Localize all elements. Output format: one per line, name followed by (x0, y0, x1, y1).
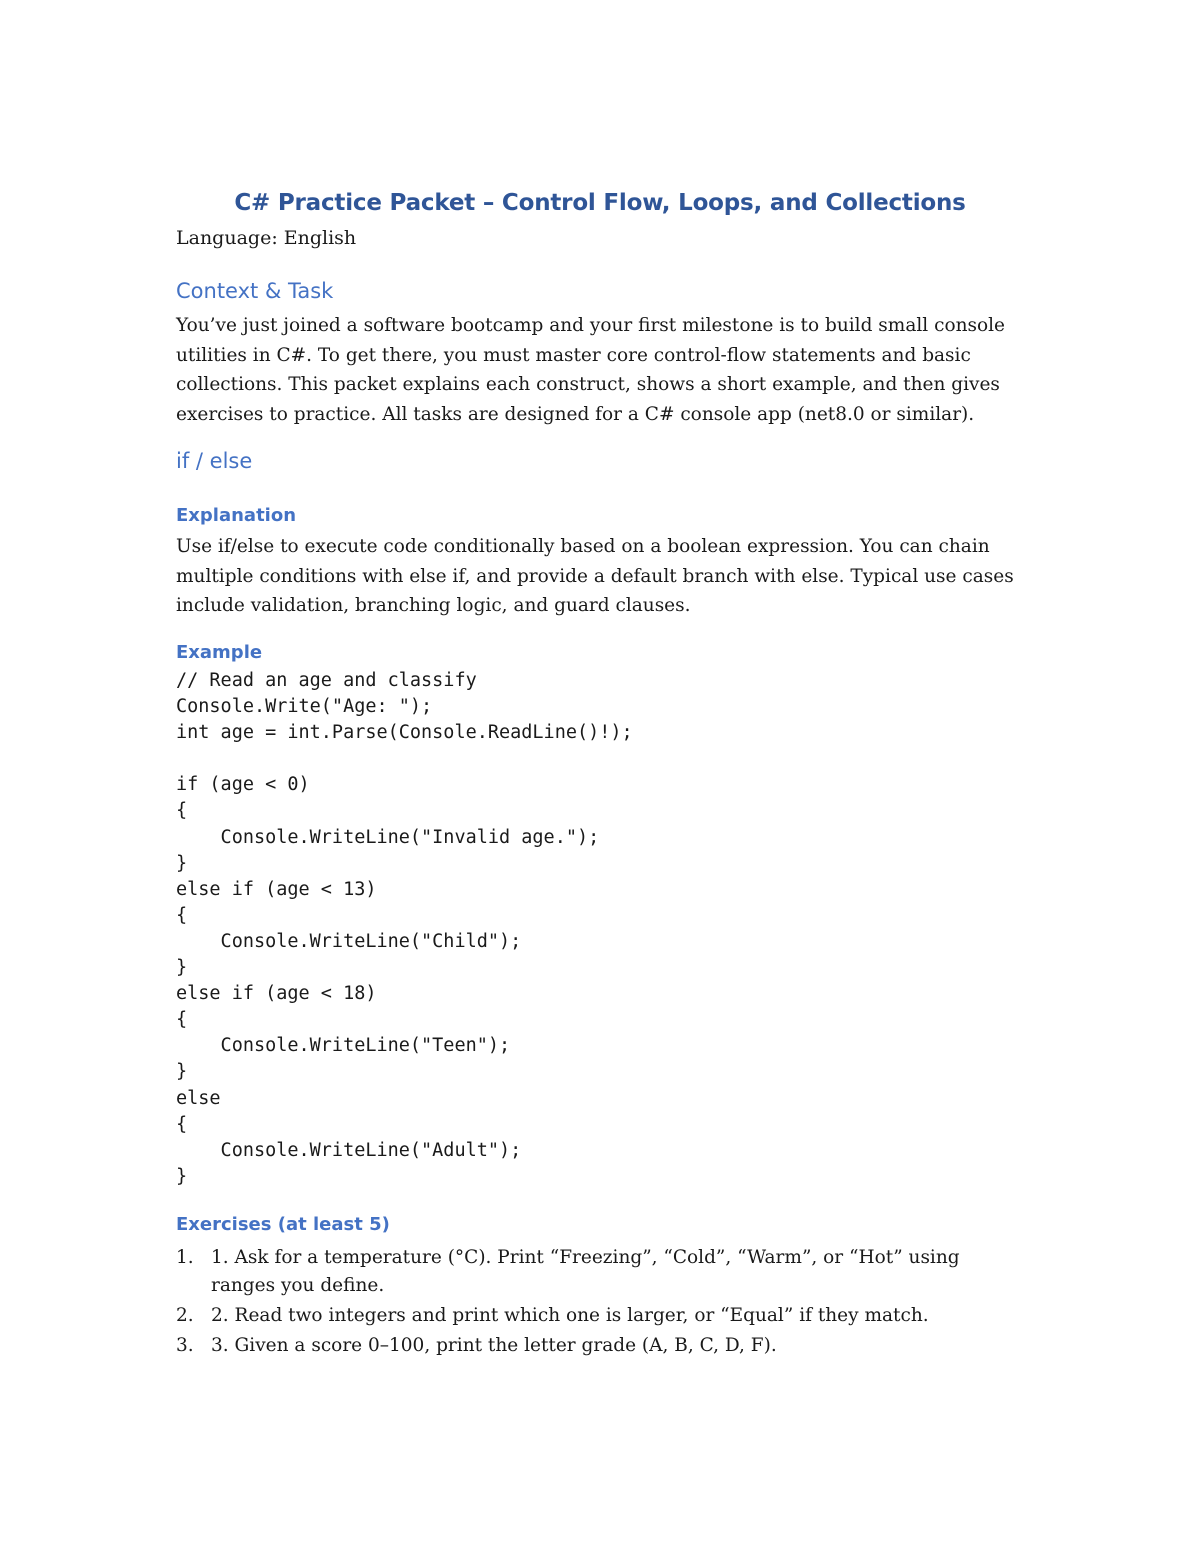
code-line: Console.WriteLine("Teen"); (176, 1035, 511, 1057)
exercise-item (176, 1332, 1016, 1360)
code-line: Console.WriteLine("Invalid age."); (176, 826, 600, 848)
code-line: } (176, 957, 188, 979)
exercise-text: 2. Read two integers and print which one is larger, or “Equal” if they match. (211, 1305, 929, 1326)
code-line: } (176, 852, 188, 874)
code-line: { (176, 1009, 188, 1031)
ifelse-heading: if / else (176, 449, 253, 473)
code-line: Console.WriteLine("Child"); (176, 930, 522, 952)
code-line: // Read an age and classify (176, 670, 477, 691)
exercise-item (176, 1244, 1016, 1300)
context-heading: Context & Task (176, 279, 334, 303)
code-line: Console.Write("Age: "); (176, 696, 433, 718)
code-line: else (176, 1087, 221, 1109)
code-line: Console.WriteLine("Adult"); (176, 1139, 522, 1161)
context-paragraph: You’ve just joined a software bootcamp and your first milestone is to build small console utilities in C#. To get there, you must master core control-flow statements and basic collections. This packet explains each construct, shows a short example, and then gives exercises to practice. All tasks are designed for a C# console app (net8.0 or similar). (176, 315, 1005, 425)
exercise-number: 2. (176, 1305, 194, 1326)
code-line: } (176, 1165, 188, 1187)
code-line: { (176, 800, 188, 822)
explanation-paragraph: Use if/else to execute code conditionally based on a boolean expression. You can chain multiple conditions with else if, and provide a default branch with else. Typical use cases include validation, branching logic, and guard clauses. (176, 536, 1014, 616)
exercise-number: 3. (176, 1335, 194, 1356)
code-line: else if (age < 13) (176, 878, 377, 900)
document-title: C# Practice Packet – Control Flow, Loops, and Collections (234, 190, 966, 216)
code-line: else if (age < 18) (176, 983, 377, 1005)
exercise-text: 3. Given a score 0–100, print the letter grade (A, B, C, D, F). (211, 1335, 777, 1356)
code-line: if (age < 0) (176, 774, 310, 796)
example-heading: Example (176, 642, 263, 663)
code-line (176, 746, 633, 772)
code-line: } (176, 1061, 188, 1083)
exercise-list (176, 1244, 1016, 1362)
code-line: { (176, 1113, 188, 1135)
exercise-text: 1. Ask for a temperature (°C). Print “Freezing”, “Cold”, “Warm”, or “Hot” using ranges you define. (211, 1247, 960, 1296)
language-line: Language: English (176, 227, 357, 249)
code-line: int age = int.Parse(Console.ReadLine()!); (176, 722, 633, 744)
code-example (176, 668, 633, 1190)
exercise-item (176, 1302, 1016, 1330)
exercises-heading: Exercises (at least 5) (176, 1214, 390, 1235)
code-line: { (176, 904, 188, 926)
explanation-heading: Explanation (176, 505, 297, 526)
exercise-number: 1. (176, 1247, 194, 1268)
